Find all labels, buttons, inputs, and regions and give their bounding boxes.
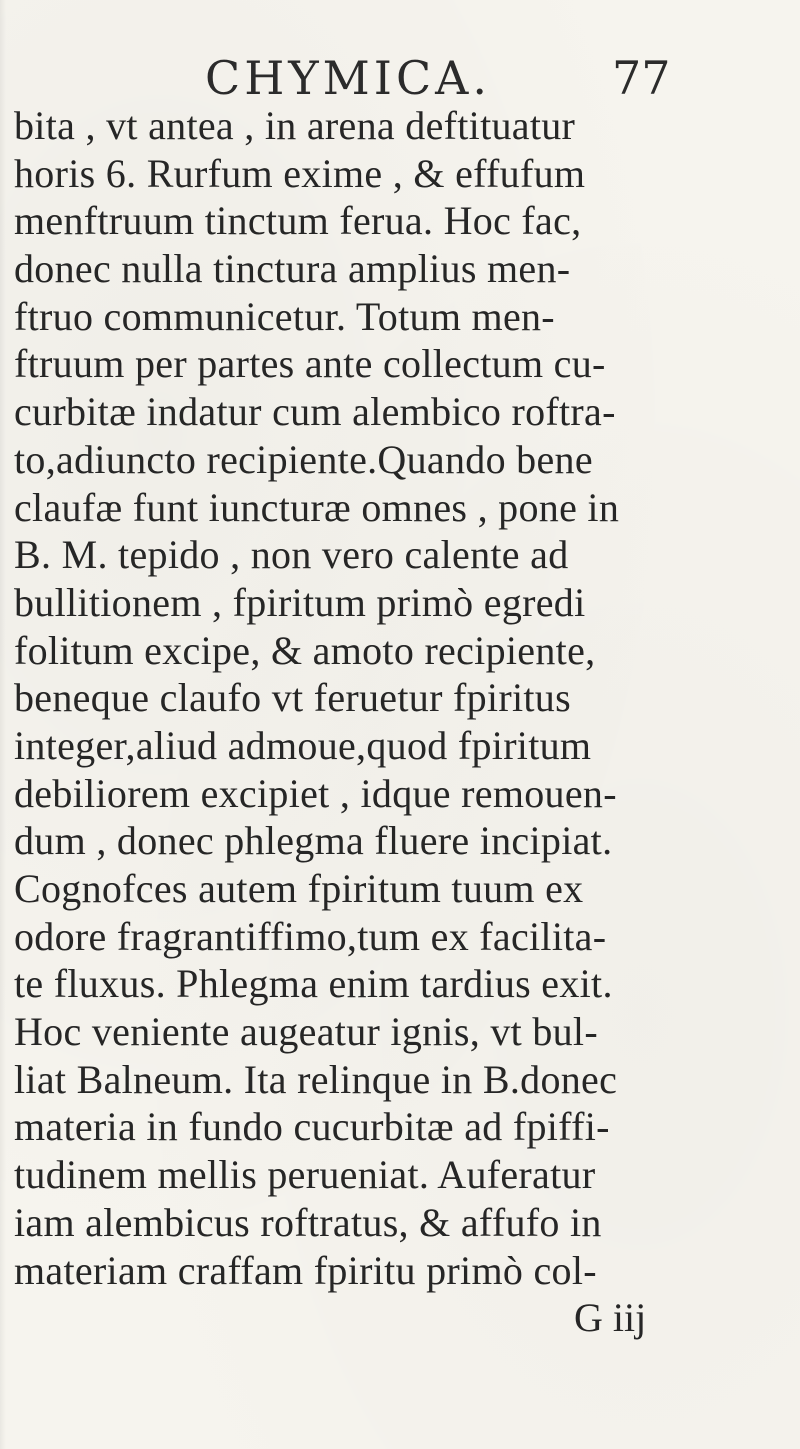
text-line: beneque claufo vt feruetur fpiritus: [14, 675, 571, 721]
text-line: debiliorem excipiet , idque remouen-: [14, 770, 617, 816]
text-line: ftruo communicetur. Totum men-: [14, 293, 555, 339]
text-line: ftruum per partes ante collectum cu-: [14, 341, 606, 387]
text-line: folitum excipe, & amoto recipiente,: [14, 627, 596, 673]
text-line: bita , vt antea , in arena deftituatur: [14, 103, 576, 148]
text-line: Cognofces autem fpiritum tuum ex: [14, 866, 584, 911]
text-line: liat Balneum. Ita relinque in B.donec: [14, 1056, 618, 1102]
page-gutter-shadow: [0, 0, 6, 1449]
text-line: dum , donec phlegma fluere incipiat.: [14, 818, 613, 864]
text-line: bullitionem , fpiritum primò egredi: [14, 579, 586, 625]
running-head: [0, 48, 800, 108]
text-line: menftruum tinctum ferua. Hoc fac,: [14, 198, 582, 244]
body-text: [14, 102, 794, 1342]
text-line: donec nulla tinctura amplius men-: [14, 246, 571, 292]
text-line: to,adiuncto recipiente.Quando bene: [14, 436, 593, 482]
text-line: materia in fundo cucurbitæ ad fpiffi-: [14, 1104, 610, 1150]
text-line: horis 6. Rurfum exime , & effufum: [14, 150, 586, 196]
text-line: integer,aliud admoue,quod fpiritum: [14, 722, 592, 768]
text-line: iam alembicus roftratus, & affufo in: [14, 1199, 602, 1245]
text-line: odore fragrantiffimo,tum ex facilita-: [14, 913, 607, 959]
page-number: 77: [612, 51, 671, 105]
signature-mark: G iij: [574, 1295, 647, 1341]
text-line: claufæ funt iuncturæ omnes , pone in: [14, 484, 620, 530]
text-line: curbitæ indatur cum alembico roftra-: [14, 389, 616, 435]
text-line: B. M. tepido , non vero calente ad: [14, 532, 569, 578]
running-title: CHYMICA.: [205, 51, 491, 105]
text-line: te fluxus. Phlegma enim tardius exit.: [14, 961, 613, 1007]
text-line: tudinem mellis perueniat. Auferatur: [14, 1152, 596, 1198]
text-line: materiam craffam fpiritu primò col-: [14, 1247, 597, 1293]
text-line: Hoc veniente augeatur ignis, vt bul-: [14, 1009, 598, 1055]
